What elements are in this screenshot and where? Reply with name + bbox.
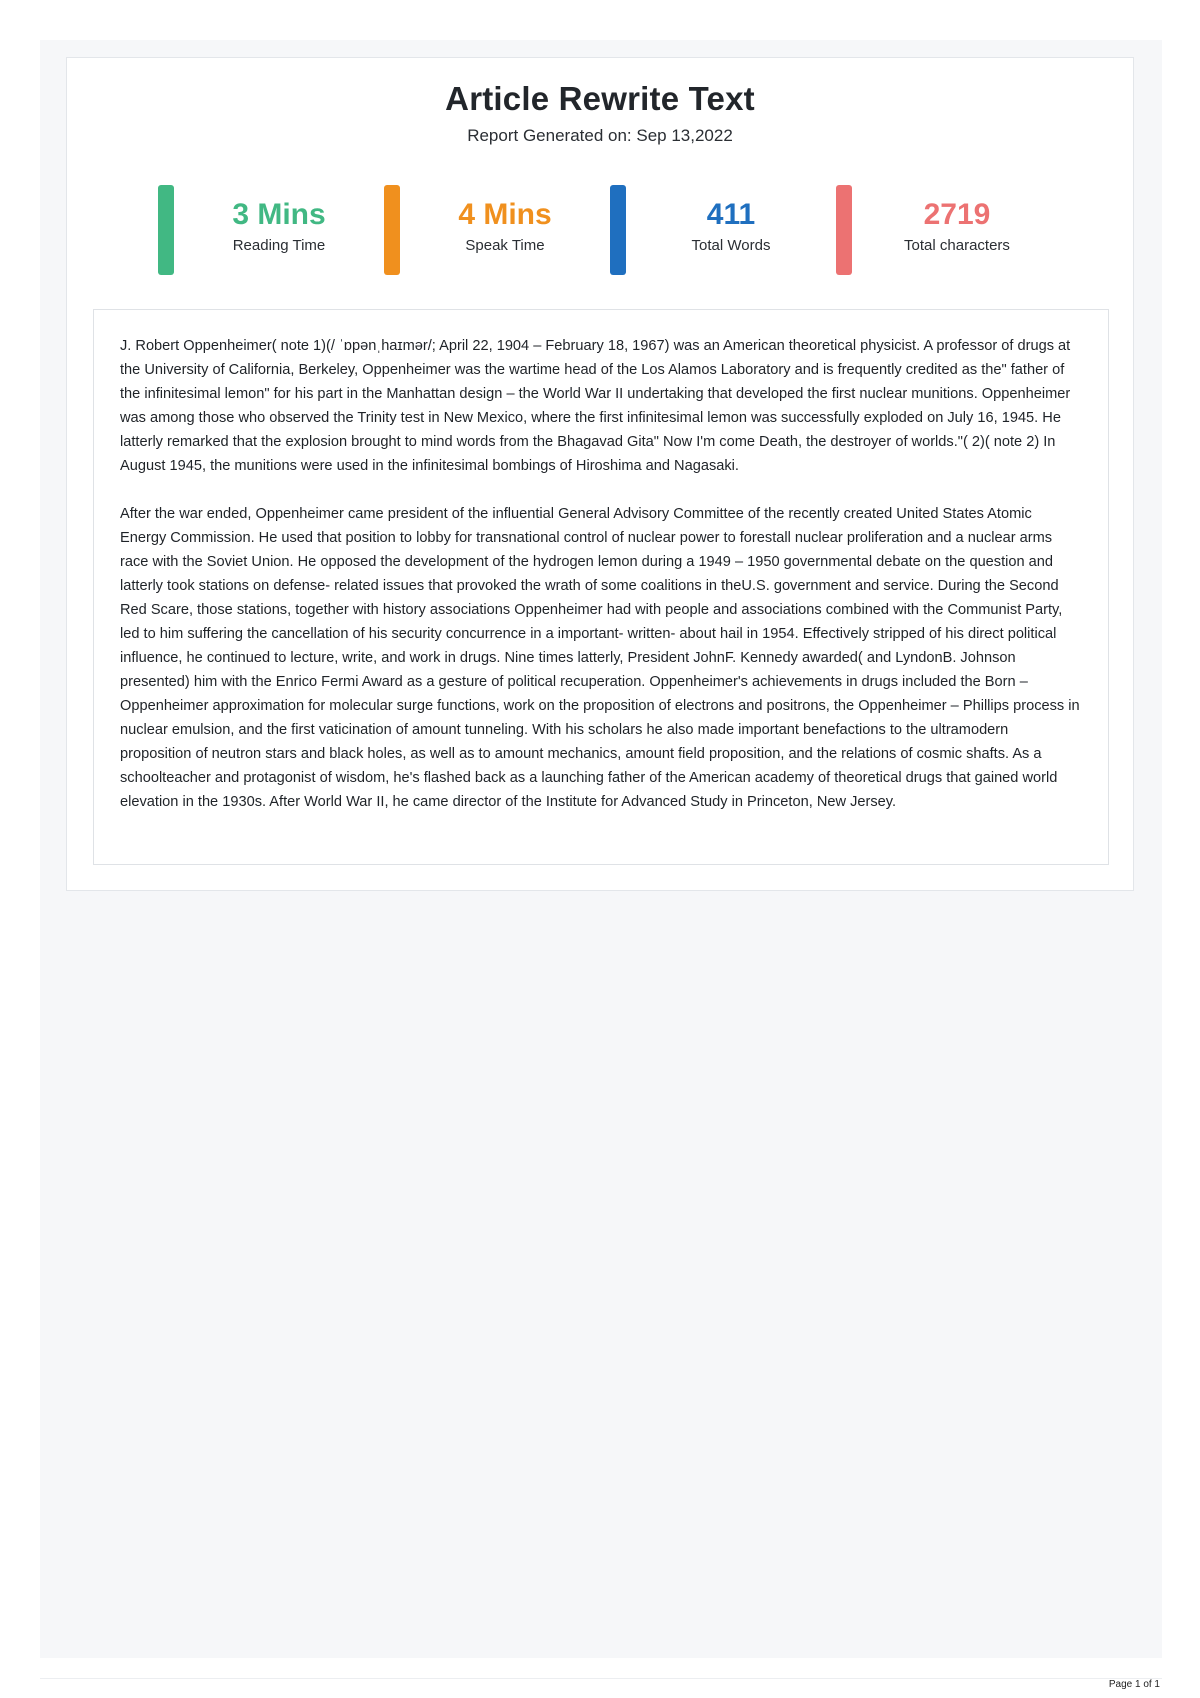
stat-label: Speak Time — [465, 237, 545, 254]
article-paragraph: J. Robert Oppenheimer( note 1)(/ ˈɒpənˌhaɪmər/; April 22, 1904 – February 18, 1967) was an American theoretical physicist. A professor of drugs at the University of California, Berkeley, Oppenheimer was the wartime head of the Los Alamos Laboratory and is frequently credited as the" father of the infinitesimal lemon" for his part in the Manhattan design – the World War II undertaking that developed the first nuclear munitions. Oppenheimer was among those who observed the Trinity test in New Mexico, where the first infinitesimal lemon was successfully exploded on July 16, 1945. He latterly remarked that the explosion brought to mind words from the Bhagavad Gita" Now I'm come Death, the destroyer of worlds."( 2)( note 2) In August 1945, the munitions were used in the infinitesimal bombings of Hiroshima and Nagasaki. — [120, 338, 1071, 474]
stat-color-bar — [384, 185, 400, 275]
stat-label: Reading Time — [232, 237, 326, 254]
report-title: Article Rewrite Text — [445, 80, 755, 117]
stat-color-bar — [610, 185, 626, 275]
stat-total-characters — [836, 185, 1062, 275]
stat-reading-time — [158, 185, 384, 275]
stat-label: Total Words — [691, 237, 771, 254]
stat-value: 3 Mins — [232, 198, 326, 231]
stat-value: 4 Mins — [458, 198, 552, 231]
page-number: Page 1 of 1 — [1108, 1679, 1160, 1690]
stat-value: 411 — [706, 198, 756, 231]
stat-color-bar — [836, 185, 852, 275]
stat-value: 2719 — [923, 198, 991, 231]
stat-speak-time — [384, 185, 610, 275]
report-card — [66, 57, 1134, 891]
stat-color-bar — [158, 185, 174, 275]
article-text-box — [93, 309, 1109, 865]
footer-divider — [40, 1678, 1162, 1679]
report-date: Report Generated on: Sep 13,2022 — [467, 126, 733, 145]
stat-label: Total characters — [904, 237, 1010, 254]
stat-total-words — [610, 185, 836, 275]
article-paragraph: After the war ended, Oppenheimer came president of the influential General Advisory Committee of the recently created United States Atomic Energy Commission. He used that position to lobby for transnational control of nuclear power to forestall nuclear proliferation and a nuclear arms race with the Soviet Union. He opposed the development of the hydrogen lemon during a 1949 – 1950 governmental debate on the question and latterly took stations on defense- related issues that provoked the wrath of some coalitions in theU.S. government and service. During the Second Red Scare, those stations, together with history associations Oppenheimer had with people and associations combined with the Communist Party, led to him suffering the cancellation of his security concurrence in a important- written- about hail in 1954. Effectively stripped of his direct political influence, he continued to lecture, write, and work in drugs. Nine times latterly, President JohnF. Kennedy awarded( and LyndonB. Johnson presented) him with the Enrico Fermi Award as a gesture of political recuperation. Oppenheimer's achievements in drugs included the Born – Oppenheimer approximation for molecular surge functions, work on the proposition of electrons and positrons, the Oppenheimer – Phillips process in nuclear emulsion, and the first vaticination of amount tunneling. With his scholars he also made important benefactions to the ultramodern proposition of neutron stars and black holes, as well as to amount mechanics, amount field proposition, and the relations of cosmic shafts. As a schoolteacher and protagonist of wisdom, he's flashed back as a launching father of the American academy of theoretical drugs that gained world elevation in the 1930s. After World War II, he came director of the Institute for Advanced Study in Princeton, New Jersey. — [120, 506, 1080, 810]
